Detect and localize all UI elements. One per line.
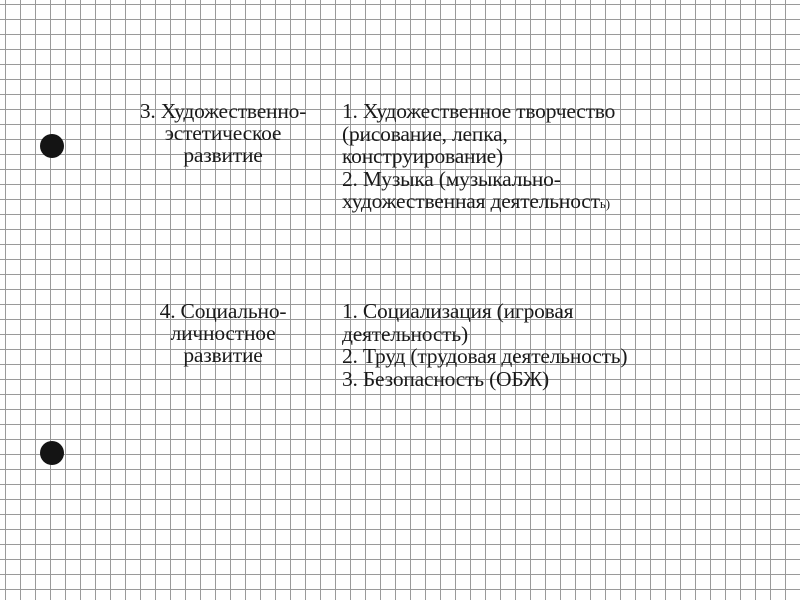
content-cell [342,300,722,390]
binder-hole-top [40,134,64,158]
binder-hole-bottom [40,441,64,465]
area-cell [112,100,334,166]
content-line-tail: ь) [599,196,611,211]
content-line: деятельность) [342,321,468,346]
content-line: 1. Художественное творчество [342,99,616,123]
content-line: (рисование, лепка, [342,121,508,146]
area-line: развитие [183,143,263,167]
content-line-main: художественная деятельност [342,189,600,213]
area-line: развитие [183,343,263,367]
area-line: 3. Художественно- [139,99,307,123]
content-line: конструирование) [342,144,503,168]
content-line: 2. Музыка (музыкально- [342,166,561,191]
table-row [112,100,732,300]
development-areas-table [112,100,732,500]
table-row [112,300,732,500]
content-line [342,190,722,216]
area-line: эстетическое [164,121,282,145]
area-line: личностное [170,321,276,345]
content-line: 3. Безопасность (ОБЖ) [342,366,549,391]
content-line: 2. Труд (трудовая деятельность) [342,344,628,368]
area-line: 4. Социально- [159,299,287,323]
content-line: 1. Социализация (игровая [342,299,574,323]
area-cell [112,300,334,366]
content-cell [342,100,722,216]
